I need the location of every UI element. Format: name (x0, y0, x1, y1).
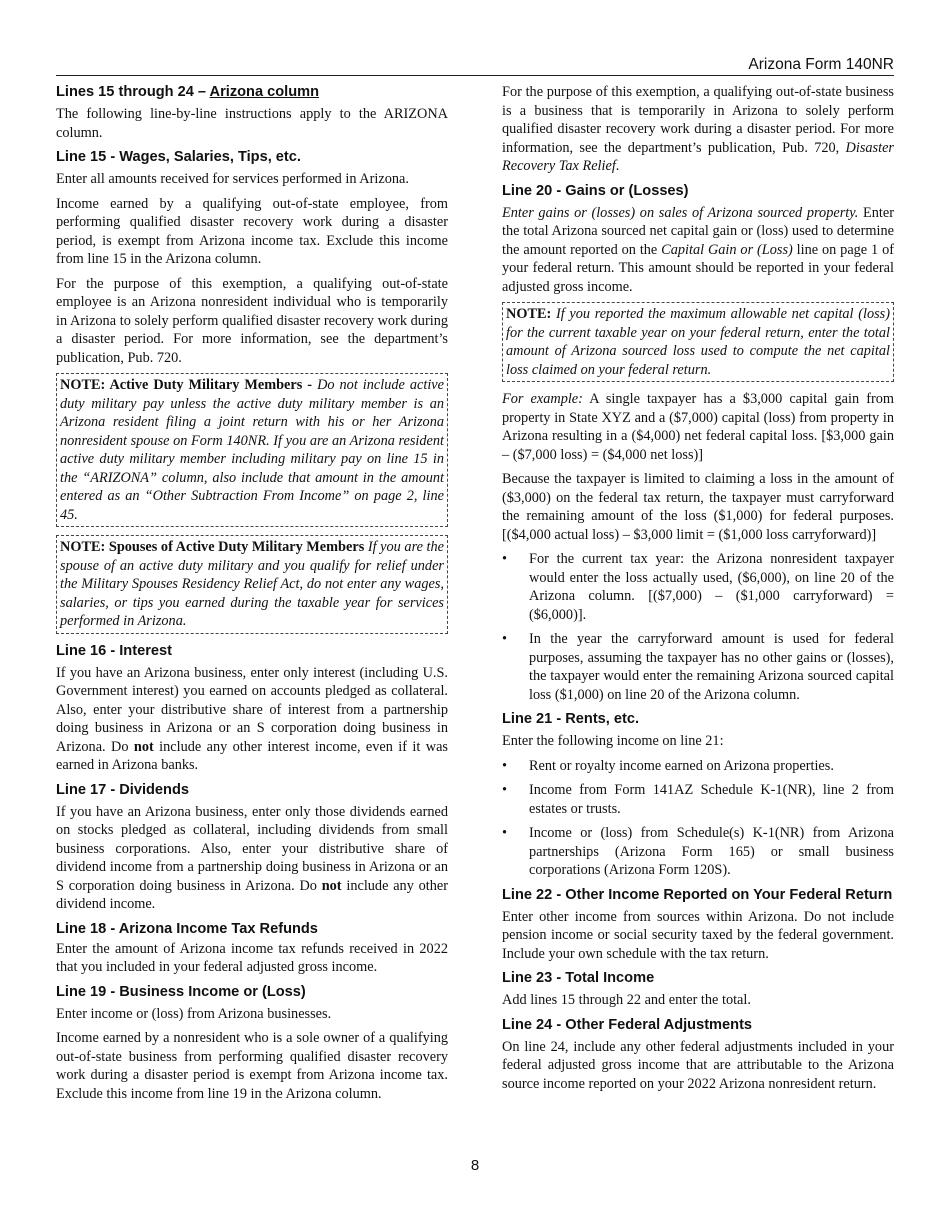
note-military-members: NOTE: Active Duty Military Members - Do not include active duty military pay unless the active duty military member is an Arizona resident filing a joint return with his or her Arizona nonresident spouse on Form 140NR. If you are an Arizona resident active duty military member including military pay on line 15 in the “ARIZONA” column, also include that amount in the amount entered as an “Other Subtraction From Income” on page 2, line 45. (56, 373, 448, 527)
line18-heading: Line 18 - Arizona Income Tax Refunds (56, 920, 318, 937)
line22-heading: Line 22 - Other Income Reported on Your Federal Return (502, 886, 893, 903)
line23-heading: Line 23 - Total Income (502, 970, 655, 986)
line17-para: If you have an Arizona business, enter only those dividends earned on stocks pledged as collateral, including dividends from small business corporations. Also, enter your distributive share of dividend income from a partnership doing business in Arizona or an S corporation doing business in Arizona. Do not include any other dividend income. (56, 803, 448, 912)
line24-para: On line 24, include any other federal adjustments included in your federal adjusted gross income that are attributable to the Arizona source income reported on your 2022 Arizona nonresident return. (502, 1038, 894, 1092)
page-number: 8 (470, 1157, 480, 1174)
line16-para: If you have an Arizona business, enter only interest (including U.S. Government interest) you earned on accounts pledged as collateral. Also, enter your distributive share of interest from a partnership doing business in Arizona or an S corporation doing business in Arizona. Do not include any other interest income, even if it was earned in Arizona banks. (56, 664, 448, 773)
right-column (502, 83, 894, 1099)
line23-para: Add lines 15 through 22 and enter the total. (502, 992, 751, 1008)
line15-para-3: For the purpose of this exemption, a qualifying out-of-state employee is an Arizona nonresident individual who is temporarily in Arizona to solely perform qualified disaster recovery work during a disaster period. For more information, see the department’s publication, Pub. 720. (56, 275, 448, 366)
line20-para: Enter gains or (losses) on sales of Arizona sourced property. Enter the total Arizona sourced net capital gain or (loss) used to determine the amount reported on the Capital Gain or (Loss) line on page 1 of your federal return. This amount should be reported in your federal adjusted gross income. (502, 204, 894, 295)
line20-bullets (502, 550, 894, 704)
list-item: • Rent or royalty income earned on Arizona properties. (529, 757, 894, 776)
list-item: • For the current tax year: the Arizona nonresident taxpayer would enter the loss actually used, ($6,000), on line 20 of the Arizona column. [($7,000) – ($1,000 carryforward) = ($6,000)]. (529, 550, 894, 624)
line19-para-1: Enter income or (loss) from Arizona businesses. (56, 1005, 332, 1022)
note-military-spouses: NOTE: Spouses of Active Duty Military Members If you are the spouse of an active duty military and you qualify for relief under the Military Spouses Residency Relief Act, do not enter any wages, salaries, or tips you earned during the taxable year for services performed in Arizona. (56, 535, 448, 634)
section-heading: Lines 15 through 24 – Arizona column (56, 84, 320, 100)
line15-para-1: Enter all amounts received for services performed in Arizona. (56, 171, 409, 187)
form-title: Arizona Form 140NR (748, 56, 894, 73)
exemption-paragraph: For the purpose of this exemption, a qualifying out-of-state business is a business that is temporarily in Arizona to solely perform qualified disaster recovery work during a disaster period. For more information, see the department’s publication, Pub. 720, Disaster Recovery Tax Relief. (502, 84, 894, 174)
line22-para: Enter other income from sources within Arizona. Do not include pension income or social security taxed by the federal government. Include your own schedule with the tax return. (502, 908, 894, 962)
line21-heading: Line 21 - Rents, etc. (502, 711, 640, 727)
list-item: • In the year the carryforward amount is used for federal purposes, assuming the taxpayer has no other gains or (losses), the taxpayer would enter the remaining Arizona sourced capital loss ($1,000) on line 20 of the Arizona column. (529, 630, 894, 704)
line17-heading: Line 17 - Dividends (56, 781, 189, 798)
line15-para-2: Income earned by a qualifying out-of-state employee, from performing qualified disaster recovery work during a disaster period, is exempt from Arizona income tax. Exclude this income from line 15 in the Arizona column. (56, 195, 448, 267)
header-rule (56, 75, 894, 76)
list-item: • Income from Form 141AZ Schedule K-1(NR), line 2 from estates or trusts. (529, 781, 894, 818)
carryforward-paragraph: Because the taxpayer is limited to claiming a loss in the amount of ($3,000) on the federal tax return, the taxpayer must carryforward the remaining amount of the loss ($1,000) for federal purposes. [($4,000 actual loss) – $3,000 limit = ($1,000 loss carryforward)] (502, 471, 894, 543)
left-column (56, 83, 448, 1109)
list-item: • Income or (loss) from Schedule(s) K-1(NR) from Arizona partnerships (Arizona Form 165) or small business corporations (Arizona Form 120S). (529, 824, 894, 880)
intro-paragraph: The following line-by-line instructions apply to the ARIZONA column. (56, 106, 448, 141)
line20-heading: Line 20 - Gains or (Losses) (502, 182, 689, 199)
line19-para-2: Income earned by a nonresident who is a sole owner of a qualifying out-of-state business from performing qualified disaster recovery work during a disaster period is exempt from Arizona income tax. Exclude this income from line 19 in the Arizona column. (56, 1030, 448, 1102)
line16-heading: Line 16 - Interest (56, 642, 172, 659)
line21-para: Enter the following income on line 21: (502, 733, 724, 749)
line18-para: Enter the amount of Arizona income tax refunds received in 2022 that you included in your federal adjusted gross income. (56, 940, 448, 975)
line15-heading: Line 15 - Wages, Salaries, Tips, etc. (56, 149, 301, 165)
note-capital-loss: NOTE: If you reported the maximum allowable net capital (loss) for the current taxable year on your federal return, enter the total amount of Arizona sourced loss used to compute the net capital loss claimed on your federal return. (502, 302, 894, 382)
line21-bullets (502, 757, 894, 880)
line19-heading: Line 19 - Business Income or (Loss) (56, 983, 306, 1000)
example-paragraph: For example: A single taxpayer has a $3,000 capital gain from property in State XYZ and a ($7,000) capital (loss) from property in Arizona resulting in a ($4,000) net federal capital loss. [$3,000 gain – ($7,000 loss) = ($4,000 net loss)] (502, 391, 894, 463)
line24-heading: Line 24 - Other Federal Adjustments (502, 1016, 753, 1033)
